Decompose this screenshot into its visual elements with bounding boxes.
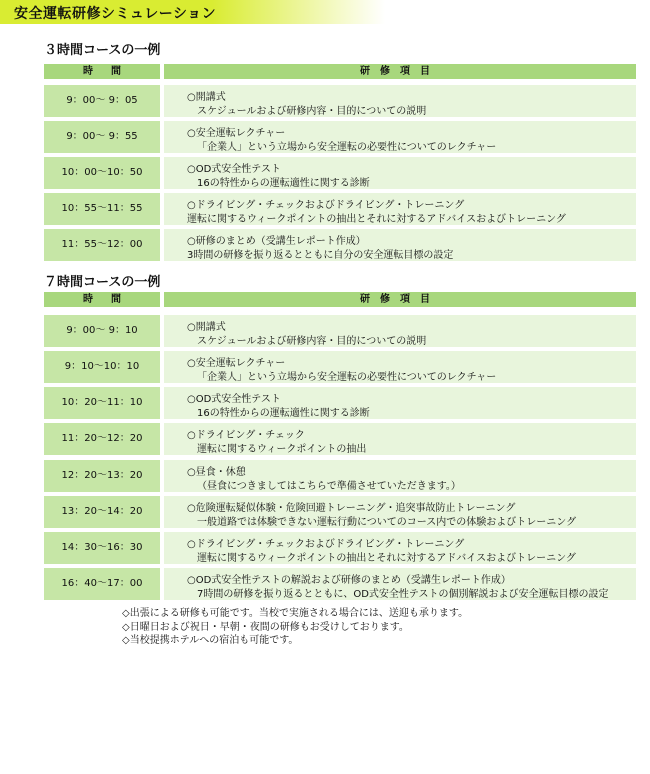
item-cell [164, 157, 636, 189]
schedule-row [44, 496, 636, 528]
schedule-row [44, 460, 636, 492]
time-cell: 16：40～17：00 [44, 568, 160, 600]
item-title: ○開講式 [187, 322, 226, 333]
schedule-row [44, 532, 636, 564]
item-title: ○OD式安全性テスト [187, 164, 281, 175]
item-title: ○ドライビング・チェック [187, 430, 305, 441]
item-detail: 一般道路では体験できない運転行動についてのコース内での体験およびトレーニング [197, 517, 577, 528]
schedule-row [44, 387, 636, 419]
item-detail: スケジュールおよび研修内容・目的についての説明 [197, 336, 427, 347]
course7-heading: ７時間コースの一例 [44, 275, 161, 290]
time-cell: 10：55～11：55 [44, 193, 160, 225]
item-cell [164, 315, 636, 347]
time-cell: 10：20～11：10 [44, 387, 160, 419]
course3-table-header [44, 64, 636, 79]
item-detail: 7時間の研修を振り返るとともに、OD式安全性テストの個別解説および安全運転目標の設定 [197, 589, 609, 600]
item-detail: 16の特性からの運転適性に関する診断 [197, 408, 370, 419]
schedule-row [44, 121, 636, 153]
schedule-row [44, 193, 636, 225]
item-title: ○OD式安全性テストの解説および研修のまとめ（受講生レポート作成） [187, 575, 511, 586]
item-detail: 運転に関するウィークポイントの抽出とそれに対するアドバイスおよびトレーニング [197, 553, 576, 564]
schedule-row [44, 423, 636, 455]
item-detail: 運転に関するウィークポイントの抽出 [197, 444, 367, 455]
schedule-row [44, 85, 636, 117]
item-detail: 「企業人」という立場から安全運転の必要性についてのレクチャー [197, 372, 497, 383]
schedule-row [44, 351, 636, 383]
item-detail: 運転に関するウィークポイントの抽出とそれに対するアドバイスおよびトレーニング [187, 214, 566, 225]
schedule-row [44, 229, 636, 261]
item-detail: （昼食につきましてはこちらで準備させていただきます。） [197, 481, 461, 492]
item-title: ○ドライビング・チェックおよびドライビング・トレーニング [187, 200, 465, 211]
item-title: ○危険運転疑似体験・危険回避トレーニング・追突事故防止トレーニング [187, 503, 516, 514]
time-cell: 9：00～ 9：55 [44, 121, 160, 153]
schedule-row [44, 157, 636, 189]
item-title: ○ドライビング・チェックおよびドライビング・トレーニング [187, 539, 465, 550]
time-cell: 12：20～13：20 [44, 460, 160, 492]
note-line: ◇当校提携ホテルへの宿泊も可能です。 [122, 635, 299, 646]
time-cell: 11：55～12：00 [44, 229, 160, 261]
page-title: 安全運転研修シミュレーション [14, 6, 217, 22]
time-column-header: 時間 [44, 64, 160, 79]
time-cell: 9：00～ 9：05 [44, 85, 160, 117]
item-cell [164, 496, 636, 528]
time-column-header: 時間 [44, 292, 160, 307]
item-cell [164, 532, 636, 564]
note-line: ◇出張による研修も可能です。当校で実施される場合には、送迎も承ります。 [122, 608, 469, 619]
item-title: ○昼食・休憩 [187, 467, 246, 478]
time-cell: 14：30～16：30 [44, 532, 160, 564]
item-cell [164, 351, 636, 383]
time-cell: 9：00～ 9：10 [44, 315, 160, 347]
schedule-row [44, 315, 636, 347]
item-cell [164, 460, 636, 492]
item-cell [164, 193, 636, 225]
item-detail: スケジュールおよび研修内容・目的についての説明 [197, 106, 427, 117]
item-cell [164, 387, 636, 419]
item-title: ○開講式 [187, 92, 226, 103]
title-banner [0, 0, 385, 24]
item-title: ○安全運転レクチャー [187, 358, 286, 369]
item-detail: 「企業人」という立場から安全運転の必要性についてのレクチャー [197, 142, 497, 153]
course7-table-header [44, 292, 636, 307]
item-title: ○安全運転レクチャー [187, 128, 286, 139]
item-cell [164, 423, 636, 455]
item-cell [164, 85, 636, 117]
item-title: ○OD式安全性テスト [187, 394, 281, 405]
item-cell [164, 121, 636, 153]
time-cell: 13：20～14：20 [44, 496, 160, 528]
item-cell [164, 568, 636, 600]
note-line: ◇日曜日および祝日・早朝・夜間の研修もお受けしております。 [122, 621, 409, 633]
time-cell: 10：00～10：50 [44, 157, 160, 189]
time-cell: 9：10～10：10 [44, 351, 160, 383]
item-detail: 16の特性からの運転適性に関する診断 [197, 178, 370, 189]
notes [122, 607, 468, 648]
course3-heading: ３時間コースの一例 [44, 43, 161, 58]
schedule-row [44, 568, 636, 600]
time-cell: 11：20～12：20 [44, 423, 160, 455]
items-column-header: 研修項目 [164, 292, 636, 307]
item-title: ○研修のまとめ（受講生レポート作成） [187, 236, 366, 247]
items-column-header: 研修項目 [164, 64, 636, 79]
item-detail: 3時間の研修を振り返るとともに自分の安全運転目標の設定 [187, 250, 454, 261]
item-cell [164, 229, 636, 261]
